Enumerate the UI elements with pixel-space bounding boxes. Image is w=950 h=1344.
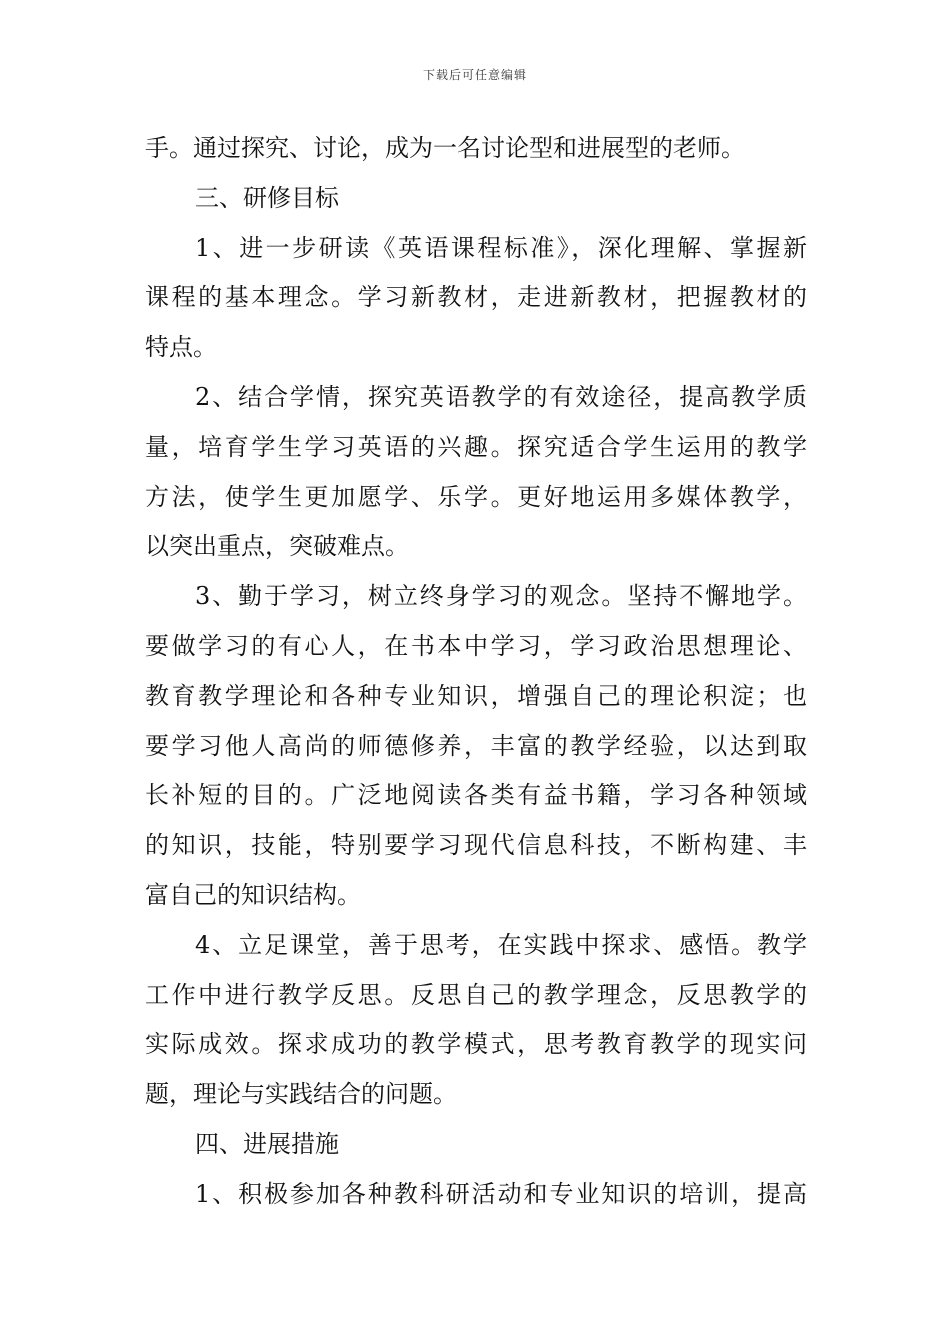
text-line: 教育教学理论和各种专业知识，增强自己的理论积淀；也 — [145, 681, 807, 710]
text-line: 1、进一步研读《英语课程标准》，深化理解、掌握新 — [195, 233, 807, 262]
text-line: 工作中进行教学反思。反思自己的教学理念，反思教学的 — [145, 980, 807, 1009]
text-line: 以突出重点，突破难点。 — [145, 532, 409, 561]
text-line: 2、结合学情，探究英语教学的有效途径，提高教学质 — [195, 382, 807, 411]
text-line: 实际成效。探求成功的教学模式，思考教育教学的现实问 — [145, 1030, 807, 1059]
text-line: 三、研修目标 — [195, 183, 339, 212]
text-line: 1、积极参加各种教科研活动和专业知识的培训，提高 — [195, 1179, 807, 1208]
text-line: 四、进展措施 — [195, 1129, 339, 1158]
text-line: 要做学习的有心人，在书本中学习，学习政治思想理论、 — [145, 631, 807, 660]
text-line: 要学习他人高尚的师德修养，丰富的教学经验，以达到取 — [145, 731, 807, 760]
text-line: 4、立足课堂，善于思考，在实践中探求、感悟。教学 — [195, 930, 807, 959]
body-text — [145, 124, 807, 1220]
text-line: 的知识，技能，特别要学习现代信息科技，不断构建、丰 — [145, 831, 807, 860]
header-note: 下载后可任意编辑 — [422, 68, 527, 82]
text-line: 长补短的目的。广泛地阅读各类有益书籍，学习各种领域 — [145, 781, 807, 810]
text-line: 特点。 — [145, 333, 217, 362]
text-line: 富自己的知识结构。 — [145, 880, 361, 909]
text-line: 课程的基本理念。学习新教材，走进新教材，把握教材的 — [145, 283, 807, 312]
text-line: 方法，使学生更加愿学、乐学。更好地运用多媒体教学， — [145, 482, 807, 511]
text-line: 量，培育学生学习英语的兴趣。探究适合学生运用的教学 — [145, 432, 807, 461]
text-line: 3、勤于学习，树立终身学习的观念。坚持不懈地学。 — [195, 582, 807, 611]
text-line: 手。通过探究、讨论，成为一名讨论型和进展型的老师。 — [145, 134, 745, 162]
text-line: 题，理论与实践结合的问题。 — [145, 1080, 457, 1109]
